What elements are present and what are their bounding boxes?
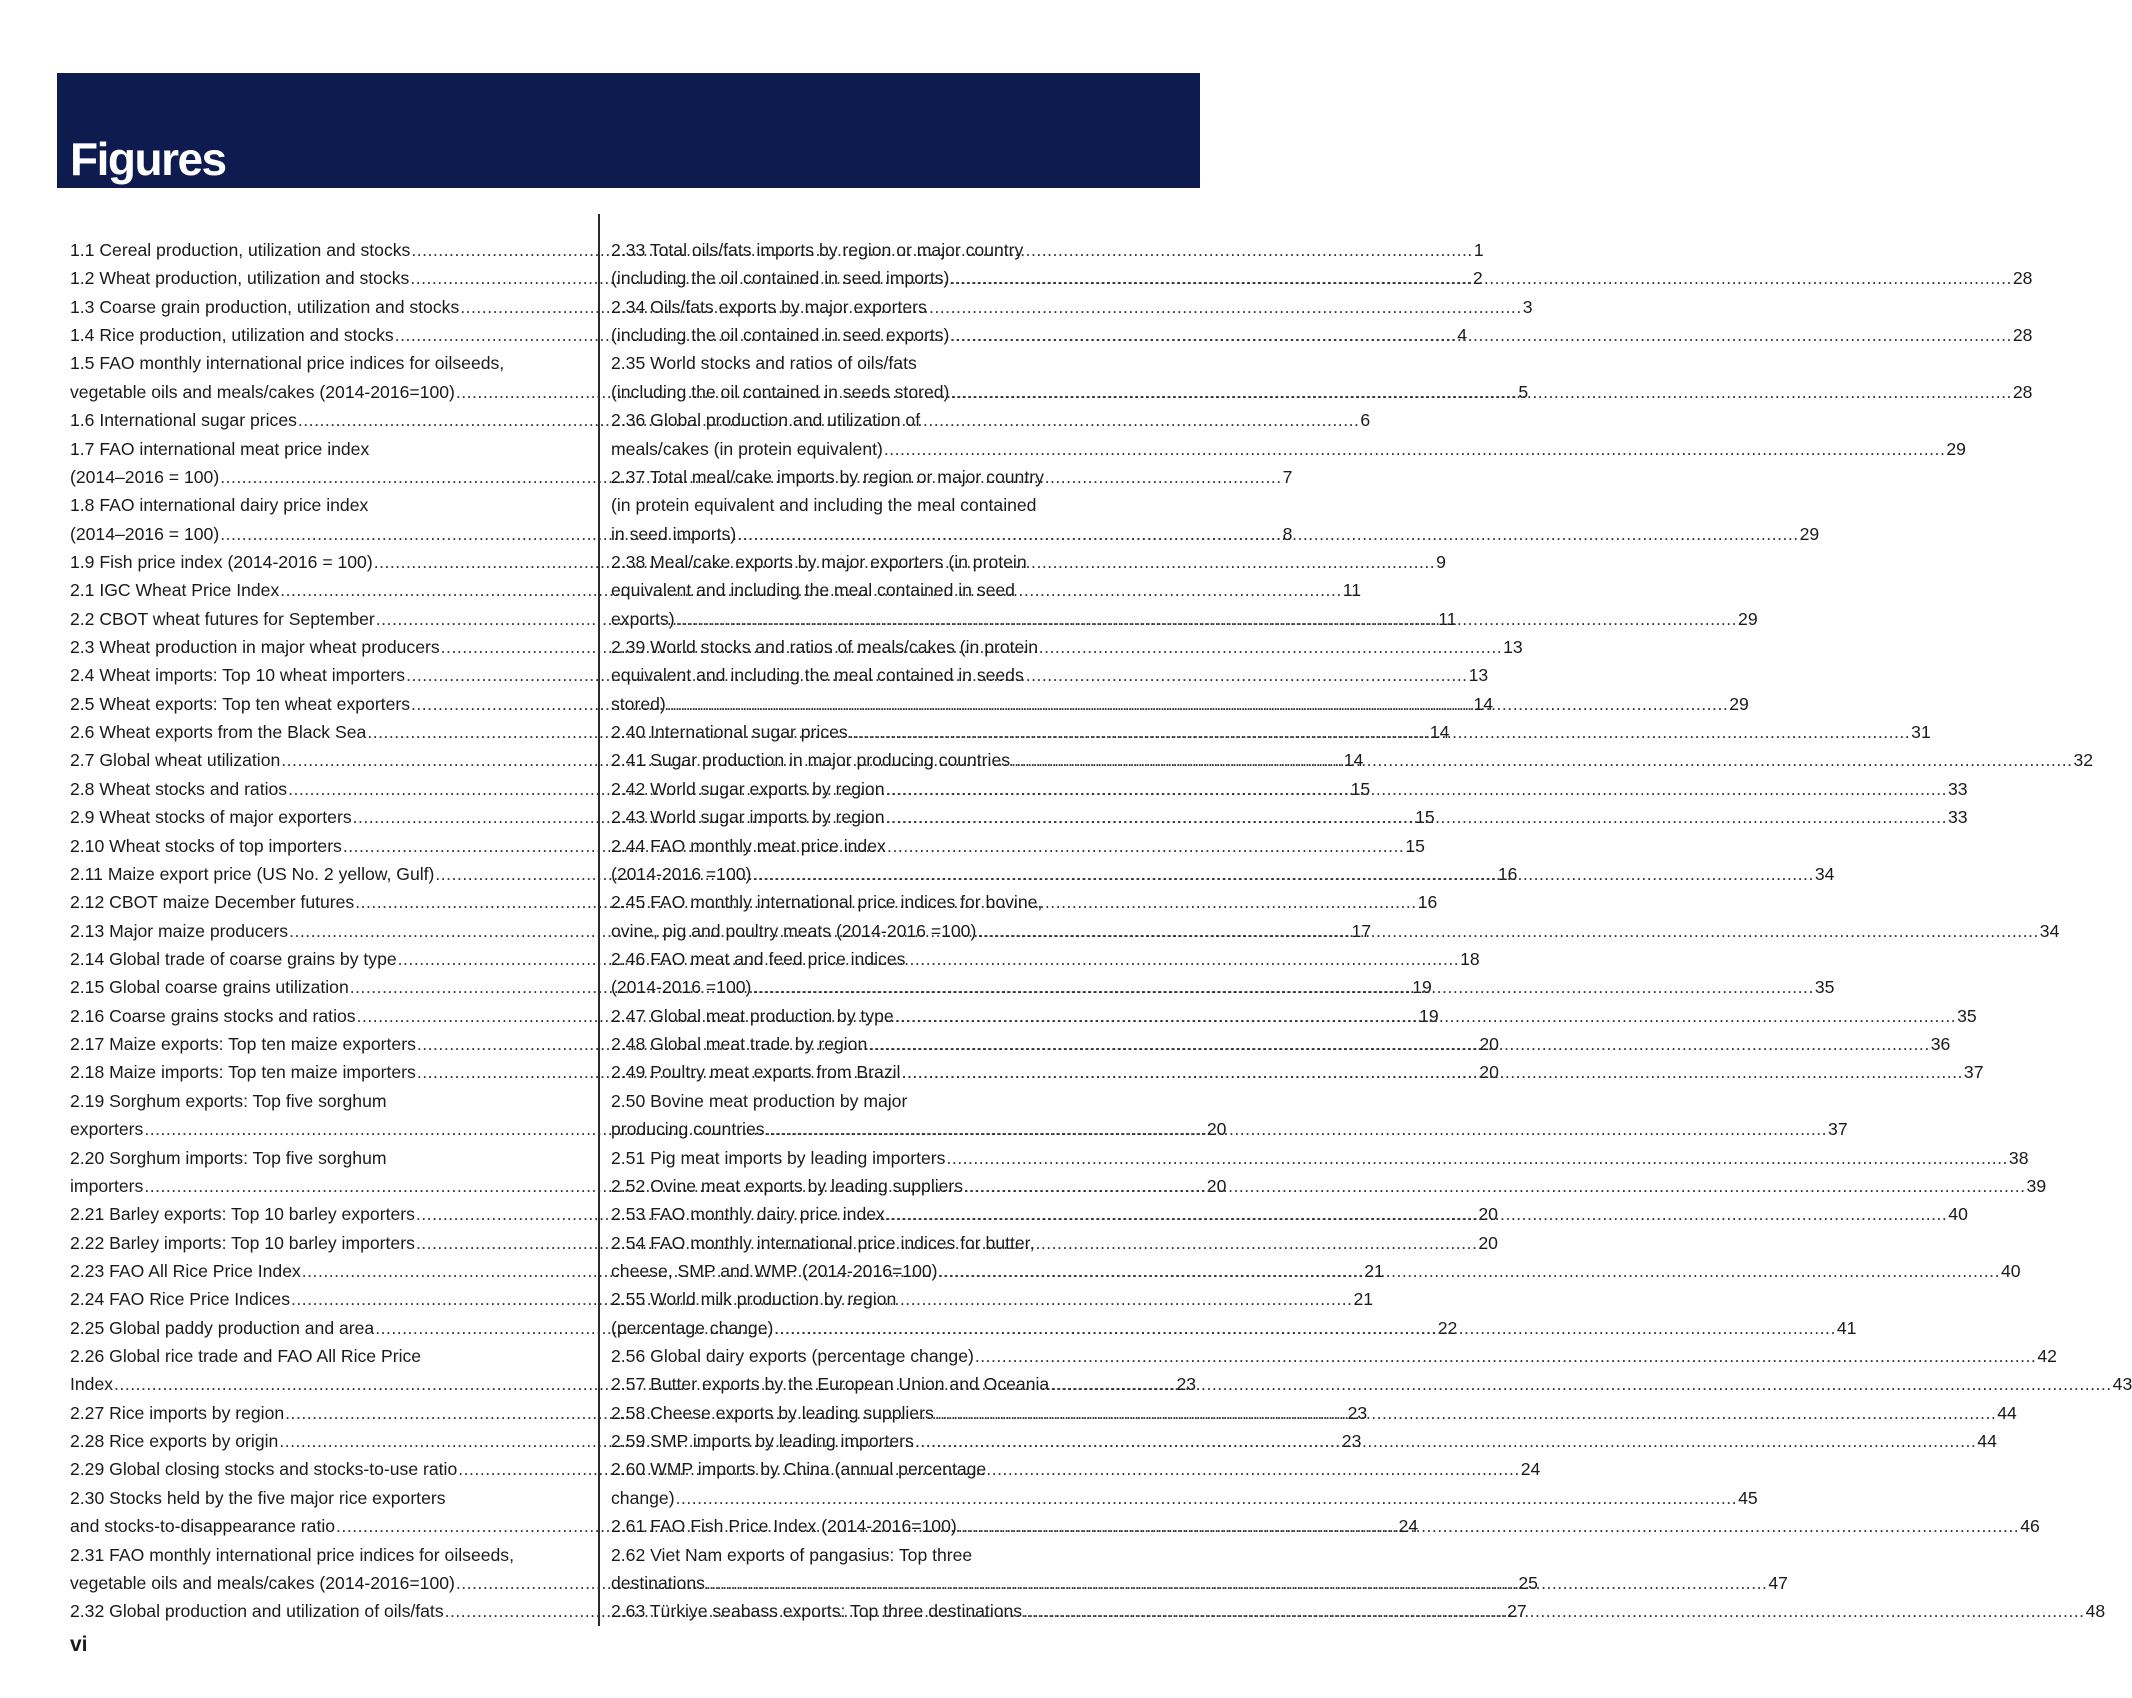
toc-page-number: 23: [1341, 1431, 1362, 1452]
toc-entry-text: 1.3 Coarse grain production, utilization and stocks: [70, 296, 460, 317]
toc-entry-line: [70, 349, 585, 377]
toc-entry-text: 2.42 World sugar exports by region: [611, 778, 885, 799]
toc-entry[interactable]: [611, 1342, 2057, 1370]
toc-entry-line: [70, 1541, 585, 1569]
toc-page-number: 18: [1460, 948, 1480, 969]
toc-page-number: 19: [1419, 1005, 1439, 1026]
toc-page-number: 37: [1828, 1119, 1848, 1140]
toc-page-number: 17: [1351, 920, 1372, 941]
toc-page-number: 39: [2026, 1175, 2047, 1196]
toc-entry-text: (2014-2016 =100): [611, 863, 752, 884]
toc-entry-text: exporters: [70, 1119, 144, 1140]
toc-entry-line: [611, 1342, 2057, 1370]
toc-entry-text: (2014–2016 = 100): [70, 466, 220, 487]
toc-entry-line: [611, 1541, 1123, 1569]
toc-page-number: 40: [2000, 1260, 2021, 1281]
toc-page-number: 28: [2012, 325, 2033, 346]
toc-entry-text: 1.2 Wheat production, utilization and stocks: [70, 268, 410, 289]
toc-page-number: 21: [1364, 1260, 1384, 1281]
toc-page-number: 34: [2039, 920, 2060, 941]
toc-entry-text: 2.37 Total meal/cake imports by region or major country: [611, 466, 1044, 487]
toc-entry-text: 2.3 Wheat production in major wheat producers: [70, 637, 440, 658]
toc-page-number: 42: [2037, 1346, 2057, 1367]
toc-entry-text: 1.4 Rice production, utilization and stocks: [70, 325, 394, 346]
toc-page-number: 45: [1738, 1487, 1758, 1508]
toc-entry-line: [611, 548, 1123, 576]
toc-page-number: 15: [1350, 778, 1371, 799]
dot-leader: [675, 1484, 1738, 1512]
toc-entry-line: [611, 236, 1123, 264]
dot-leader: [894, 1002, 1957, 1030]
toc-entry-text: 2.32 Global production and utilization of oils/fats: [70, 1601, 444, 1622]
toc-entry-line: [611, 1144, 2029, 1172]
dot-leader: [900, 1058, 1963, 1086]
toc-entry-text: ovine, pig and poultry meats (2014-2016 =100): [611, 920, 977, 941]
toc-entry-text: 2.29 Global closing stocks and stocks-to-use ratio: [70, 1459, 458, 1480]
dot-leader: [938, 1257, 2001, 1285]
toc-entry-text: 1.8 FAO international dairy price index: [70, 495, 369, 516]
dot-leader: [945, 1144, 2008, 1172]
toc-entry-text: 2.44 FAO monthly meat price index: [611, 835, 886, 856]
toc-entry-text: equivalent and including the meal contained in seeds: [611, 665, 1024, 686]
toc-entry-text: 1.5 FAO monthly international price indices for oilseeds,: [70, 353, 505, 374]
toc-page-number: 28: [2012, 381, 2033, 402]
toc-entry-text: 2.62 Viet Nam exports of pangasius: Top three: [611, 1544, 973, 1565]
dot-leader: [949, 321, 2012, 349]
toc-entry-line: [611, 832, 1123, 860]
dot-leader: [773, 1314, 1836, 1342]
dot-leader: [765, 1115, 1828, 1143]
toc-entry-line: [70, 491, 585, 519]
toc-entry-text: (percentage change): [611, 1317, 774, 1338]
toc-page-number: 20: [1478, 1232, 1498, 1253]
dot-leader: [934, 1399, 1997, 1427]
toc-page-number: 2: [1472, 268, 1483, 289]
dot-leader: [949, 378, 2012, 406]
toc-page-number: 23: [1347, 1402, 1368, 1423]
toc-entry-text: 2.45 FAO monthly international price indices for bovine,: [611, 892, 1043, 913]
toc-page-number: 29: [1799, 523, 1820, 544]
toc-page-number: 27: [1507, 1601, 1527, 1622]
toc-page-number: 11: [1438, 608, 1457, 629]
toc-entry-text: 2.22 Barley imports: Top 10 barley importers: [70, 1232, 415, 1253]
toc-entry-text: 1.6 International sugar prices: [70, 410, 297, 431]
toc-entry-text: 2.15 Global coarse grains utilization: [70, 977, 349, 998]
toc-entry-line: [611, 945, 1123, 973]
toc-entry-text: (including the oil contained in seed exports): [611, 325, 950, 346]
toc-entry-text: 2.41 Sugar production in major producing countries: [611, 750, 1011, 771]
toc-entry-text: 2.63 Türkiye seabass exports: Top three destinations: [611, 1601, 1023, 1622]
toc-entry-line: [70, 435, 585, 463]
toc-entry-text: 2.34 Oils/fats exports by major exporters: [611, 296, 927, 317]
toc-entry[interactable]: [611, 463, 1820, 548]
toc-entry-line: [70, 1087, 585, 1115]
toc-entry-text: 2.53 FAO monthly dairy price index: [611, 1204, 885, 1225]
toc-entry[interactable]: [611, 236, 2033, 293]
toc-page-number: 21: [1353, 1289, 1374, 1310]
toc-entry-text: 2.46 FAO meat and feed price indices: [611, 948, 906, 969]
toc-entry-text: equivalent and including the meal contained in seed: [611, 580, 1015, 601]
toc-page-number: 40: [1948, 1204, 1968, 1225]
toc-entry-line: [611, 1455, 1123, 1483]
toc-page-number: 20: [1479, 1062, 1499, 1083]
dot-leader: [914, 1427, 1977, 1455]
dot-leader: [867, 1030, 1930, 1058]
toc-page-number: 5: [1518, 381, 1529, 402]
toc-page-number: 33: [1947, 807, 1968, 828]
toc-entry[interactable]: [611, 293, 2033, 350]
toc-page-number: 16: [1417, 892, 1438, 913]
toc-entry-text: 2.24 FAO Rice Price Indices: [70, 1289, 291, 1310]
toc-page-number: 14: [1343, 750, 1364, 771]
toc-entry-text: 2.4 Wheat imports: Top 10 wheat importers: [70, 665, 406, 686]
dot-leader: [885, 775, 1948, 803]
toc-entry-text: (including the oil contained in seed imports): [611, 268, 950, 289]
toc-page-number: 47: [1768, 1572, 1788, 1593]
toc-page-number: 23: [1176, 1374, 1197, 1395]
toc-page-number: 41: [1836, 1317, 1857, 1338]
dot-leader: [751, 973, 1814, 1001]
dot-leader: [736, 520, 1799, 548]
toc-page-number: 48: [2085, 1601, 2106, 1622]
toc-entry-text: 2.49 Poultry meat exports from Brazil: [611, 1062, 901, 1083]
toc-entry-text: meals/cakes (in protein equivalent): [611, 438, 883, 459]
toc-entry-text: producing countries: [611, 1119, 765, 1140]
toc-entry-text: cheese, SMP and WMP (2014-2016=100): [611, 1260, 938, 1281]
dot-leader: [705, 1569, 1768, 1597]
toc-page-number: 43: [2112, 1374, 2132, 1395]
toc-entry-text: 2.36 Global production and utilization of: [611, 410, 921, 431]
toc-entry-text: 2.17 Maize exports: Top ten maize exporters: [70, 1034, 416, 1055]
toc-entry-line: [611, 264, 2033, 292]
toc-page-number: 24: [1520, 1459, 1541, 1480]
toc-entry-text: in seed imports): [611, 523, 737, 544]
toc-entry-text: 2.2 CBOT wheat futures for September: [70, 608, 375, 629]
toc-entry-text: 2.57 Butter exports by the European Union and Oceania: [611, 1374, 1050, 1395]
toc-entry-line: [70, 1484, 585, 1512]
dot-leader: [885, 803, 1948, 831]
toc-entry-text: (in protein equivalent and including the meal contained: [611, 495, 1037, 516]
toc-entry-text: 2.7 Global wheat utilization: [70, 750, 281, 771]
toc-page-number: 38: [2008, 1147, 2029, 1168]
toc-entry-text: 2.33 Total oils/fats imports by region or major country: [611, 240, 1024, 260]
toc-page-number: 33: [1947, 778, 1968, 799]
dot-leader: [974, 1342, 2037, 1370]
toc-entry-line: [611, 860, 1835, 888]
toc-entry-line: [611, 435, 1966, 463]
toc-entry[interactable]: [611, 349, 2033, 406]
toc-entry-text: 2.16 Coarse grains stocks and ratios: [70, 1005, 356, 1026]
toc-entry-text: 2.1 IGC Wheat Price Index: [70, 580, 280, 601]
toc-page-number: 4: [1457, 325, 1467, 346]
toc-entry-text: 1.1 Cereal production, utilization and stocks: [70, 240, 411, 260]
toc-entry-text: Index: [70, 1374, 114, 1395]
toc-entry-text: stored): [611, 693, 666, 714]
toc-entry-text: 1.9 Fish price index (2014-2016 = 100): [70, 551, 373, 572]
header-banner: [57, 73, 1200, 188]
toc-entry-text: change): [611, 1487, 675, 1508]
toc-entry-text: 2.52 Ovine meat exports by leading suppliers: [611, 1175, 964, 1196]
toc-page-number: 46: [2020, 1516, 2040, 1537]
toc-entry-text: 2.19 Sorghum exports: Top five sorghum: [70, 1090, 387, 1111]
toc-entry-text: 2.23 FAO All Rice Price Index: [70, 1260, 301, 1281]
dot-leader: [963, 1172, 2026, 1200]
dot-leader: [848, 718, 1911, 746]
toc-page-number: 16: [1497, 863, 1518, 884]
dot-leader: [666, 690, 1729, 718]
toc-entry-text: 2.39 World stocks and ratios of meals/cakes (in protein: [611, 637, 1039, 658]
toc-entry-line: [70, 1342, 585, 1370]
toc-page-number: 29: [1946, 438, 1966, 459]
dot-leader: [883, 435, 1946, 463]
toc-page-number: 44: [1997, 1402, 2017, 1423]
toc-page-number: 15: [1405, 835, 1425, 856]
dot-leader: [1022, 1597, 2085, 1625]
toc-page-number: 6: [1360, 410, 1371, 431]
toc-entry-line: [611, 661, 1123, 689]
toc-page-number: 20: [1478, 1204, 1498, 1225]
toc-entry-text: 2.9 Wheat stocks of major exporters: [70, 807, 352, 828]
toc-entry-text: 2.40 International sugar prices: [611, 722, 848, 743]
toc-page-number: 29: [1738, 608, 1758, 629]
toc-entry-text: (2014-2016 =100): [611, 977, 752, 998]
toc-entry-text: 2.55 World milk production by region: [611, 1289, 897, 1310]
toc-page-number: 8: [1282, 523, 1293, 544]
toc-page-number: 32: [2073, 750, 2094, 771]
toc-page-number: 11: [1342, 580, 1361, 601]
toc-entry-text: vegetable oils and meals/cakes (2014-2016=100): [70, 381, 455, 402]
toc-page-number: 25: [1518, 1572, 1538, 1593]
toc-entry-line: [611, 293, 1123, 321]
toc-entry-text: 2.54 FAO monthly international price indices for butter,: [611, 1232, 1035, 1253]
toc-entry-line: [611, 406, 1123, 434]
toc-entry-text: 2.8 Wheat stocks and ratios: [70, 778, 288, 799]
toc-entry-text: 2.30 Stocks held by the five major rice exporters: [70, 1487, 446, 1508]
toc-page-number: 37: [1963, 1062, 1984, 1083]
toc-entry-line: [611, 349, 1123, 377]
toc-entry-text: importers: [70, 1175, 144, 1196]
toc-entry-text: 2.6 Wheat exports from the Black Sea: [70, 722, 367, 743]
dot-leader: [976, 917, 2039, 945]
toc-entry-text: 2.26 Global rice trade and FAO All Rice Price: [70, 1346, 422, 1367]
toc-entry-text: 2.59 SMP imports by leading importers: [611, 1431, 914, 1452]
toc-entry-text: 2.14 Global trade of coarse grains by type: [70, 948, 397, 969]
toc-entry-line: [611, 888, 1123, 916]
toc-page-number: 44: [1977, 1431, 1997, 1452]
toc-entry-text: (including the oil contained in seeds stored): [611, 381, 950, 402]
toc-page-number: 20: [1206, 1119, 1227, 1140]
toc-entry-text: 2.5 Wheat exports: Top ten wheat exporters: [70, 693, 411, 714]
dot-leader: [751, 860, 1814, 888]
toc-entry-text: 2.13 Major maize producers: [70, 920, 289, 941]
toc-entry-line: [611, 491, 1123, 519]
toc-entry-line: [611, 463, 1123, 491]
toc-entry-text: 2.61 FAO Fish Price Index (2014-2016=100): [611, 1516, 957, 1537]
toc-entry-text: 2.20 Sorghum imports: Top five sorghum: [70, 1147, 387, 1168]
toc-page-number: 31: [1911, 722, 1931, 743]
toc-page-number: 35: [1814, 977, 1835, 998]
toc-entry-text: vegetable oils and meals/cakes (2014-2016=100): [70, 1572, 455, 1593]
toc-entry-text: 2.31 FAO monthly international price indices for oilseeds,: [70, 1544, 514, 1565]
toc-page-number: 14: [1429, 722, 1450, 743]
toc-page-number: 28: [2012, 268, 2033, 289]
dot-leader: [1049, 1370, 2112, 1398]
toc-page-number: 34: [1814, 863, 1835, 884]
toc-entry-text: 2.50 Bovine meat production by major: [611, 1090, 908, 1111]
toc-entry-line: [611, 1285, 1123, 1313]
toc-entry-line: [611, 1087, 1123, 1115]
toc-page-number: 7: [1282, 466, 1293, 487]
toc-entry-text: 2.56 Global dairy exports (percentage change): [611, 1346, 974, 1367]
toc-page-number: 19: [1412, 977, 1432, 998]
toc-entry-line: [611, 576, 1123, 604]
toc-entry-line: [611, 633, 1123, 661]
toc-entry-text: 2.12 CBOT maize December futures: [70, 892, 355, 913]
toc-entry-text: 2.35 World stocks and ratios of oils/fats: [611, 353, 917, 374]
toc-entry-line: [611, 1484, 1758, 1512]
toc-page-number: 22: [1437, 1317, 1458, 1338]
toc-entry-text: exports): [611, 608, 675, 629]
toc-entry-text: 2.21 Barley exports: Top 10 barley exporters: [70, 1204, 415, 1225]
toc-page-number: 3: [1522, 296, 1533, 317]
toc-entry-line: [611, 1229, 1123, 1257]
toc-page-number: 9: [1436, 551, 1446, 572]
dot-leader: [1010, 746, 2073, 774]
toc-page-number: 35: [1957, 1005, 1977, 1026]
toc-entry-text: 2.58 Cheese exports by leading suppliers: [611, 1402, 934, 1423]
toc-page-number: 36: [1930, 1034, 1951, 1055]
toc-page-number: 20: [1479, 1034, 1499, 1055]
page-title: Figures: [70, 133, 226, 185]
toc-entry-text: 2.48 Global meat trade by region: [611, 1034, 868, 1055]
page-number: vi: [70, 1633, 88, 1656]
toc-entry-text: 2.51 Pig meat imports by leading importers: [611, 1147, 946, 1168]
toc-entry-text: 2.27 Rice imports by region: [70, 1402, 285, 1423]
toc-entry-text: 2.11 Maize export price (US No. 2 yellow, Gulf): [70, 863, 435, 884]
toc-page-number: 15: [1415, 807, 1435, 828]
toc-entry-text: 2.10 Wheat stocks of top importers: [70, 835, 342, 856]
dot-leader: [675, 605, 1738, 633]
toc-page-number: 29: [1729, 693, 1749, 714]
toc-entry[interactable]: [611, 1144, 2029, 1172]
toc-entry-text: 2.38 Meal/cake exports by major exporters (in protein: [611, 551, 1027, 572]
toc-page-number: 13: [1468, 665, 1489, 686]
dot-leader: [949, 264, 2012, 292]
toc-entry-text: (2014–2016 = 100): [70, 523, 220, 544]
toc-page-number: 1: [1473, 240, 1484, 260]
toc-entry-line: [70, 1144, 585, 1172]
toc-page-number: 20: [1206, 1175, 1227, 1196]
toc-page-number: 24: [1398, 1516, 1419, 1537]
toc-page-number: 13: [1503, 637, 1523, 658]
toc-entry-text: 1.7 FAO international meat price index: [70, 438, 370, 459]
toc-entry-text: and stocks-to-disappearance ratio: [70, 1516, 336, 1537]
dot-leader: [885, 1200, 1948, 1228]
toc-entry[interactable]: [611, 406, 1966, 463]
toc-page-number: 14: [1473, 693, 1494, 714]
toc-entry-line: [611, 378, 2033, 406]
toc-entry-text: 2.28 Rice exports by origin: [70, 1431, 279, 1452]
toc-entry-text: 2.25 Global paddy production and area: [70, 1317, 375, 1338]
toc-entry-text: 2.43 World sugar imports by region: [611, 807, 885, 828]
toc-entry-line: [611, 321, 2033, 349]
toc-entry-text: 2.47 Global meat production by type: [611, 1005, 894, 1026]
toc-entry-line: [611, 520, 1820, 548]
toc-entry-text: 2.18 Maize imports: Top ten maize importers: [70, 1062, 416, 1083]
toc-entry-text: destinations: [611, 1572, 705, 1593]
toc-entry-text: 2.60 WMP imports by China (annual percentage: [611, 1459, 987, 1480]
dot-leader: [957, 1512, 2020, 1540]
